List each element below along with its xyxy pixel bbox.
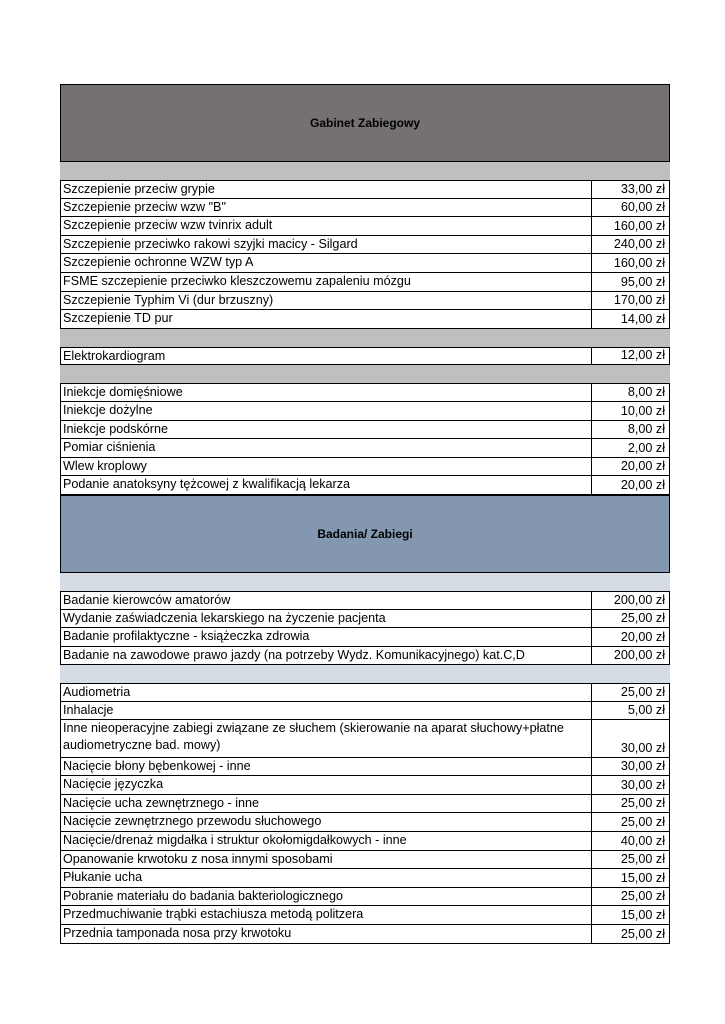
service-price: 8,00 zł bbox=[627, 422, 665, 437]
section-header-gabinet bbox=[60, 84, 670, 162]
price-row bbox=[60, 888, 670, 907]
price-row bbox=[60, 217, 670, 236]
service-name: Nacięcie zewnętrznego przewodu słuchowego bbox=[61, 813, 592, 831]
group-spacer bbox=[60, 665, 670, 683]
service-name: Iniekcje podskórne bbox=[61, 421, 592, 439]
service-name: Szczepienie przeciw wzw tvinrix adult bbox=[61, 217, 592, 235]
service-name: Szczepienie przeciw wzw "B" bbox=[61, 199, 592, 217]
price-row bbox=[60, 683, 670, 702]
service-price: 20,00 zł bbox=[620, 477, 665, 492]
service-name: Inhalacje bbox=[61, 702, 592, 720]
service-name: Elektrokardiogram bbox=[61, 348, 592, 365]
section-gabinet-groups bbox=[60, 180, 670, 495]
service-price: 15,00 zł bbox=[620, 870, 665, 885]
service-name: Szczepienie przeciw grypie bbox=[61, 181, 592, 198]
service-name: Szczepienie Typhim Vi (dur brzuszny) bbox=[61, 292, 592, 310]
price-row bbox=[60, 254, 670, 273]
service-price: 240,00 zł bbox=[613, 237, 665, 252]
price-row bbox=[60, 310, 670, 329]
price-row bbox=[60, 236, 670, 255]
service-price: 60,00 zł bbox=[620, 200, 665, 215]
service-name: Badanie kierowców amatorów bbox=[61, 592, 592, 609]
service-name: Szczepienie TD pur bbox=[61, 310, 592, 328]
price-row bbox=[60, 199, 670, 218]
service-price: 25,00 zł bbox=[620, 796, 665, 811]
price-row bbox=[60, 795, 670, 814]
section-badania-groups bbox=[60, 591, 670, 944]
group-spacer bbox=[60, 329, 670, 347]
service-price: 2,00 zł bbox=[627, 440, 665, 455]
service-price: 12,00 zł bbox=[620, 348, 665, 363]
service-name: Nacięcie ucha zewnętrznego - inne bbox=[61, 795, 592, 813]
service-name: Przednia tamponada nosa przy krwotoku bbox=[61, 925, 592, 943]
service-price: 25,00 zł bbox=[620, 815, 665, 830]
section-header-badania bbox=[60, 495, 670, 573]
service-price: 10,00 zł bbox=[620, 403, 665, 418]
service-price: 200,00 zł bbox=[613, 592, 665, 607]
service-name: Badanie na zawodowe prawo jazdy (na potrzeby Wydz. Komunikacyjnego) kat.C,D bbox=[61, 647, 592, 665]
section-spacer bbox=[60, 162, 670, 180]
service-price: 160,00 zł bbox=[613, 218, 665, 233]
service-price: 30,00 zł bbox=[620, 759, 665, 774]
price-row bbox=[60, 776, 670, 795]
price-row bbox=[60, 906, 670, 925]
service-name: Badanie profilaktyczne - książeczka zdrowia bbox=[61, 628, 592, 646]
price-group bbox=[60, 591, 670, 665]
price-row bbox=[60, 439, 670, 458]
price-row bbox=[60, 347, 670, 366]
price-row bbox=[60, 702, 670, 721]
section-spacer bbox=[60, 573, 670, 591]
service-name: Audiometria bbox=[61, 684, 592, 701]
service-price: 30,00 zł bbox=[620, 740, 665, 755]
price-row bbox=[60, 591, 670, 610]
service-price: 14,00 zł bbox=[620, 311, 665, 326]
price-group bbox=[60, 683, 670, 943]
price-row bbox=[60, 458, 670, 477]
price-row bbox=[60, 402, 670, 421]
service-name: Iniekcje domięśniowe bbox=[61, 384, 592, 401]
service-name: Przedmuchiwanie trąbki estachiusza metodą politzera bbox=[61, 906, 592, 924]
service-name: Szczepienie ochronne WZW typ A bbox=[61, 254, 592, 272]
price-row bbox=[60, 813, 670, 832]
service-name: Nacięcie języczka bbox=[61, 776, 592, 794]
section-title: Gabinet Zabiegowy bbox=[309, 116, 420, 130]
price-row bbox=[60, 628, 670, 647]
price-row bbox=[60, 292, 670, 311]
service-price: 25,00 zł bbox=[620, 852, 665, 867]
price-group bbox=[60, 180, 670, 329]
price-row bbox=[60, 273, 670, 292]
service-price: 8,00 zł bbox=[627, 384, 665, 399]
service-price: 5,00 zł bbox=[627, 703, 665, 718]
service-name: Iniekcje dożylne bbox=[61, 402, 592, 420]
price-row bbox=[60, 383, 670, 402]
service-name: Nacięcie błony bębenkowej - inne bbox=[61, 758, 592, 776]
price-row bbox=[60, 851, 670, 870]
price-list-sheet bbox=[60, 84, 670, 944]
price-row bbox=[60, 832, 670, 851]
service-name: Pomiar ciśnienia bbox=[61, 439, 592, 457]
service-name: Inne nieoperacyjne zabiegi związane ze słuchem (skierowanie na aparat słuchowy+płatne audiometryczne bad. mowy) bbox=[61, 720, 592, 756]
service-price: 200,00 zł bbox=[613, 648, 665, 663]
price-row bbox=[60, 647, 670, 666]
service-price: 95,00 zł bbox=[620, 274, 665, 289]
price-row bbox=[60, 758, 670, 777]
service-price: 25,00 zł bbox=[620, 611, 665, 626]
service-name: Wydanie zaświadczenia lekarskiego na życzenie pacjenta bbox=[61, 610, 592, 628]
group-spacer bbox=[60, 365, 670, 383]
service-price: 33,00 zł bbox=[620, 181, 665, 196]
service-name: Podanie anatoksyny tężcowej z kwalifikacją lekarza bbox=[61, 476, 592, 494]
price-row bbox=[60, 925, 670, 944]
service-name: Nacięcie/drenaż migdałka i struktur okołomigdałkowych - inne bbox=[61, 832, 592, 850]
service-name: FSME szczepienie przeciwko kleszczowemu zapaleniu mózgu bbox=[61, 273, 592, 291]
price-row bbox=[60, 180, 670, 199]
service-price: 170,00 zł bbox=[613, 293, 665, 308]
price-row bbox=[60, 610, 670, 629]
service-price: 160,00 zł bbox=[613, 255, 665, 270]
service-price: 20,00 zł bbox=[620, 629, 665, 644]
service-price: 25,00 zł bbox=[620, 684, 665, 699]
price-group bbox=[60, 383, 670, 495]
price-row bbox=[60, 421, 670, 440]
price-row bbox=[60, 869, 670, 888]
service-price: 25,00 zł bbox=[620, 926, 665, 941]
service-price: 20,00 zł bbox=[620, 459, 665, 474]
service-price: 25,00 zł bbox=[620, 889, 665, 904]
service-name: Płukanie ucha bbox=[61, 869, 592, 887]
service-name: Wlew kroplowy bbox=[61, 458, 592, 476]
price-row bbox=[60, 720, 670, 757]
service-name: Opanowanie krwotoku z nosa innymi sposobami bbox=[61, 851, 592, 869]
price-row bbox=[60, 476, 670, 495]
service-name: Szczepienie przeciwko rakowi szyjki macicy - Silgard bbox=[61, 236, 592, 254]
price-group bbox=[60, 347, 670, 366]
service-name: Pobranie materiału do badania bakteriologicznego bbox=[61, 888, 592, 906]
service-price: 15,00 zł bbox=[620, 908, 665, 922]
service-price: 40,00 zł bbox=[620, 833, 665, 848]
section-title: Badania/ Zabiegi bbox=[317, 526, 413, 541]
service-price: 30,00 zł bbox=[620, 777, 665, 792]
